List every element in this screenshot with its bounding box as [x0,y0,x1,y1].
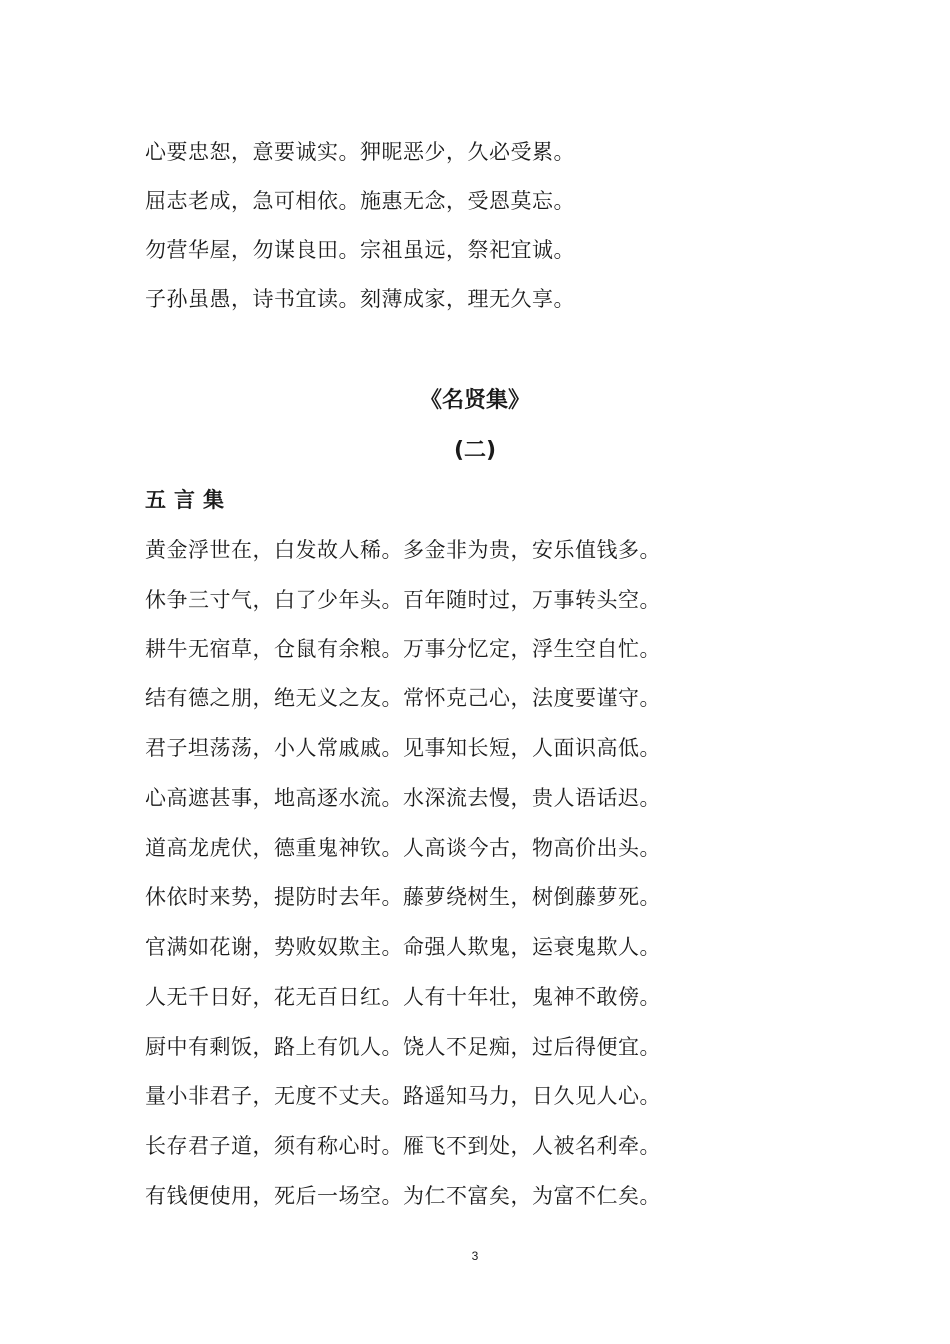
verse-line: 量小非君子，无度不丈夫。路遥知马力，日久见人心。 [145,1084,661,1108]
verse-line: 厨中有剩饭，路上有饥人。饶人不足痴，过后得便宜。 [145,1035,661,1059]
verse-line: 官满如花谢，势败奴欺主。命强人欺鬼，运衰鬼欺人。 [145,935,661,959]
verse-line: 结有德之朋，绝无义之友。常怀克己心，法度要谨守。 [145,686,661,710]
verse-line: 心高遮甚事，地高逐水流。水深流去慢，贵人语话迟。 [145,786,661,810]
page-number: 3 [471,1249,479,1263]
verse-line: 休争三寸气，白了少年头。百年随时过，万事转头空。 [145,588,661,612]
part-label: (二) [453,438,497,463]
text-line: 心要忠恕，意要诚实。狎昵恶少，久必受累。 [145,140,575,164]
verse-line: 黄金浮世在，白发故人稀。多金非为贵，安乐值钱多。 [145,538,661,562]
verse-line: 君子坦荡荡，小人常戚戚。见事知长短，人面识高低。 [145,736,661,760]
text-line: 子孙虽愚，诗书宜读。刻薄成家，理无久享。 [145,287,575,311]
verse-line: 道高龙虎伏，德重鬼神钦。人高谈今古，物高价出头。 [145,836,661,860]
verse-line: 有钱便使用，死后一场空。为仁不富矣，为富不仁矣。 [145,1184,661,1208]
verse-line: 休依时来势，提防时去年。藤萝绕树生，树倒藤萝死。 [145,885,661,909]
verse-line: 长存君子道，须有称心时。雁飞不到处，人被名利牵。 [145,1134,661,1158]
text-line: 屈志老成，急可相依。施惠无念，受恩莫忘。 [145,189,575,213]
verse-line: 人无千日好，花无百日红。人有十年壮，鬼神不敢傍。 [145,985,661,1009]
section-heading: 五言集 [145,488,232,512]
text-line: 勿营华屋，勿谋良田。宗祖虽远，祭祀宜诚。 [145,238,575,262]
book-title: 《名贤集》 [419,388,530,413]
verse-line: 耕牛无宿草，仓鼠有余粮。万事分忆定，浮生空自忙。 [145,637,661,661]
